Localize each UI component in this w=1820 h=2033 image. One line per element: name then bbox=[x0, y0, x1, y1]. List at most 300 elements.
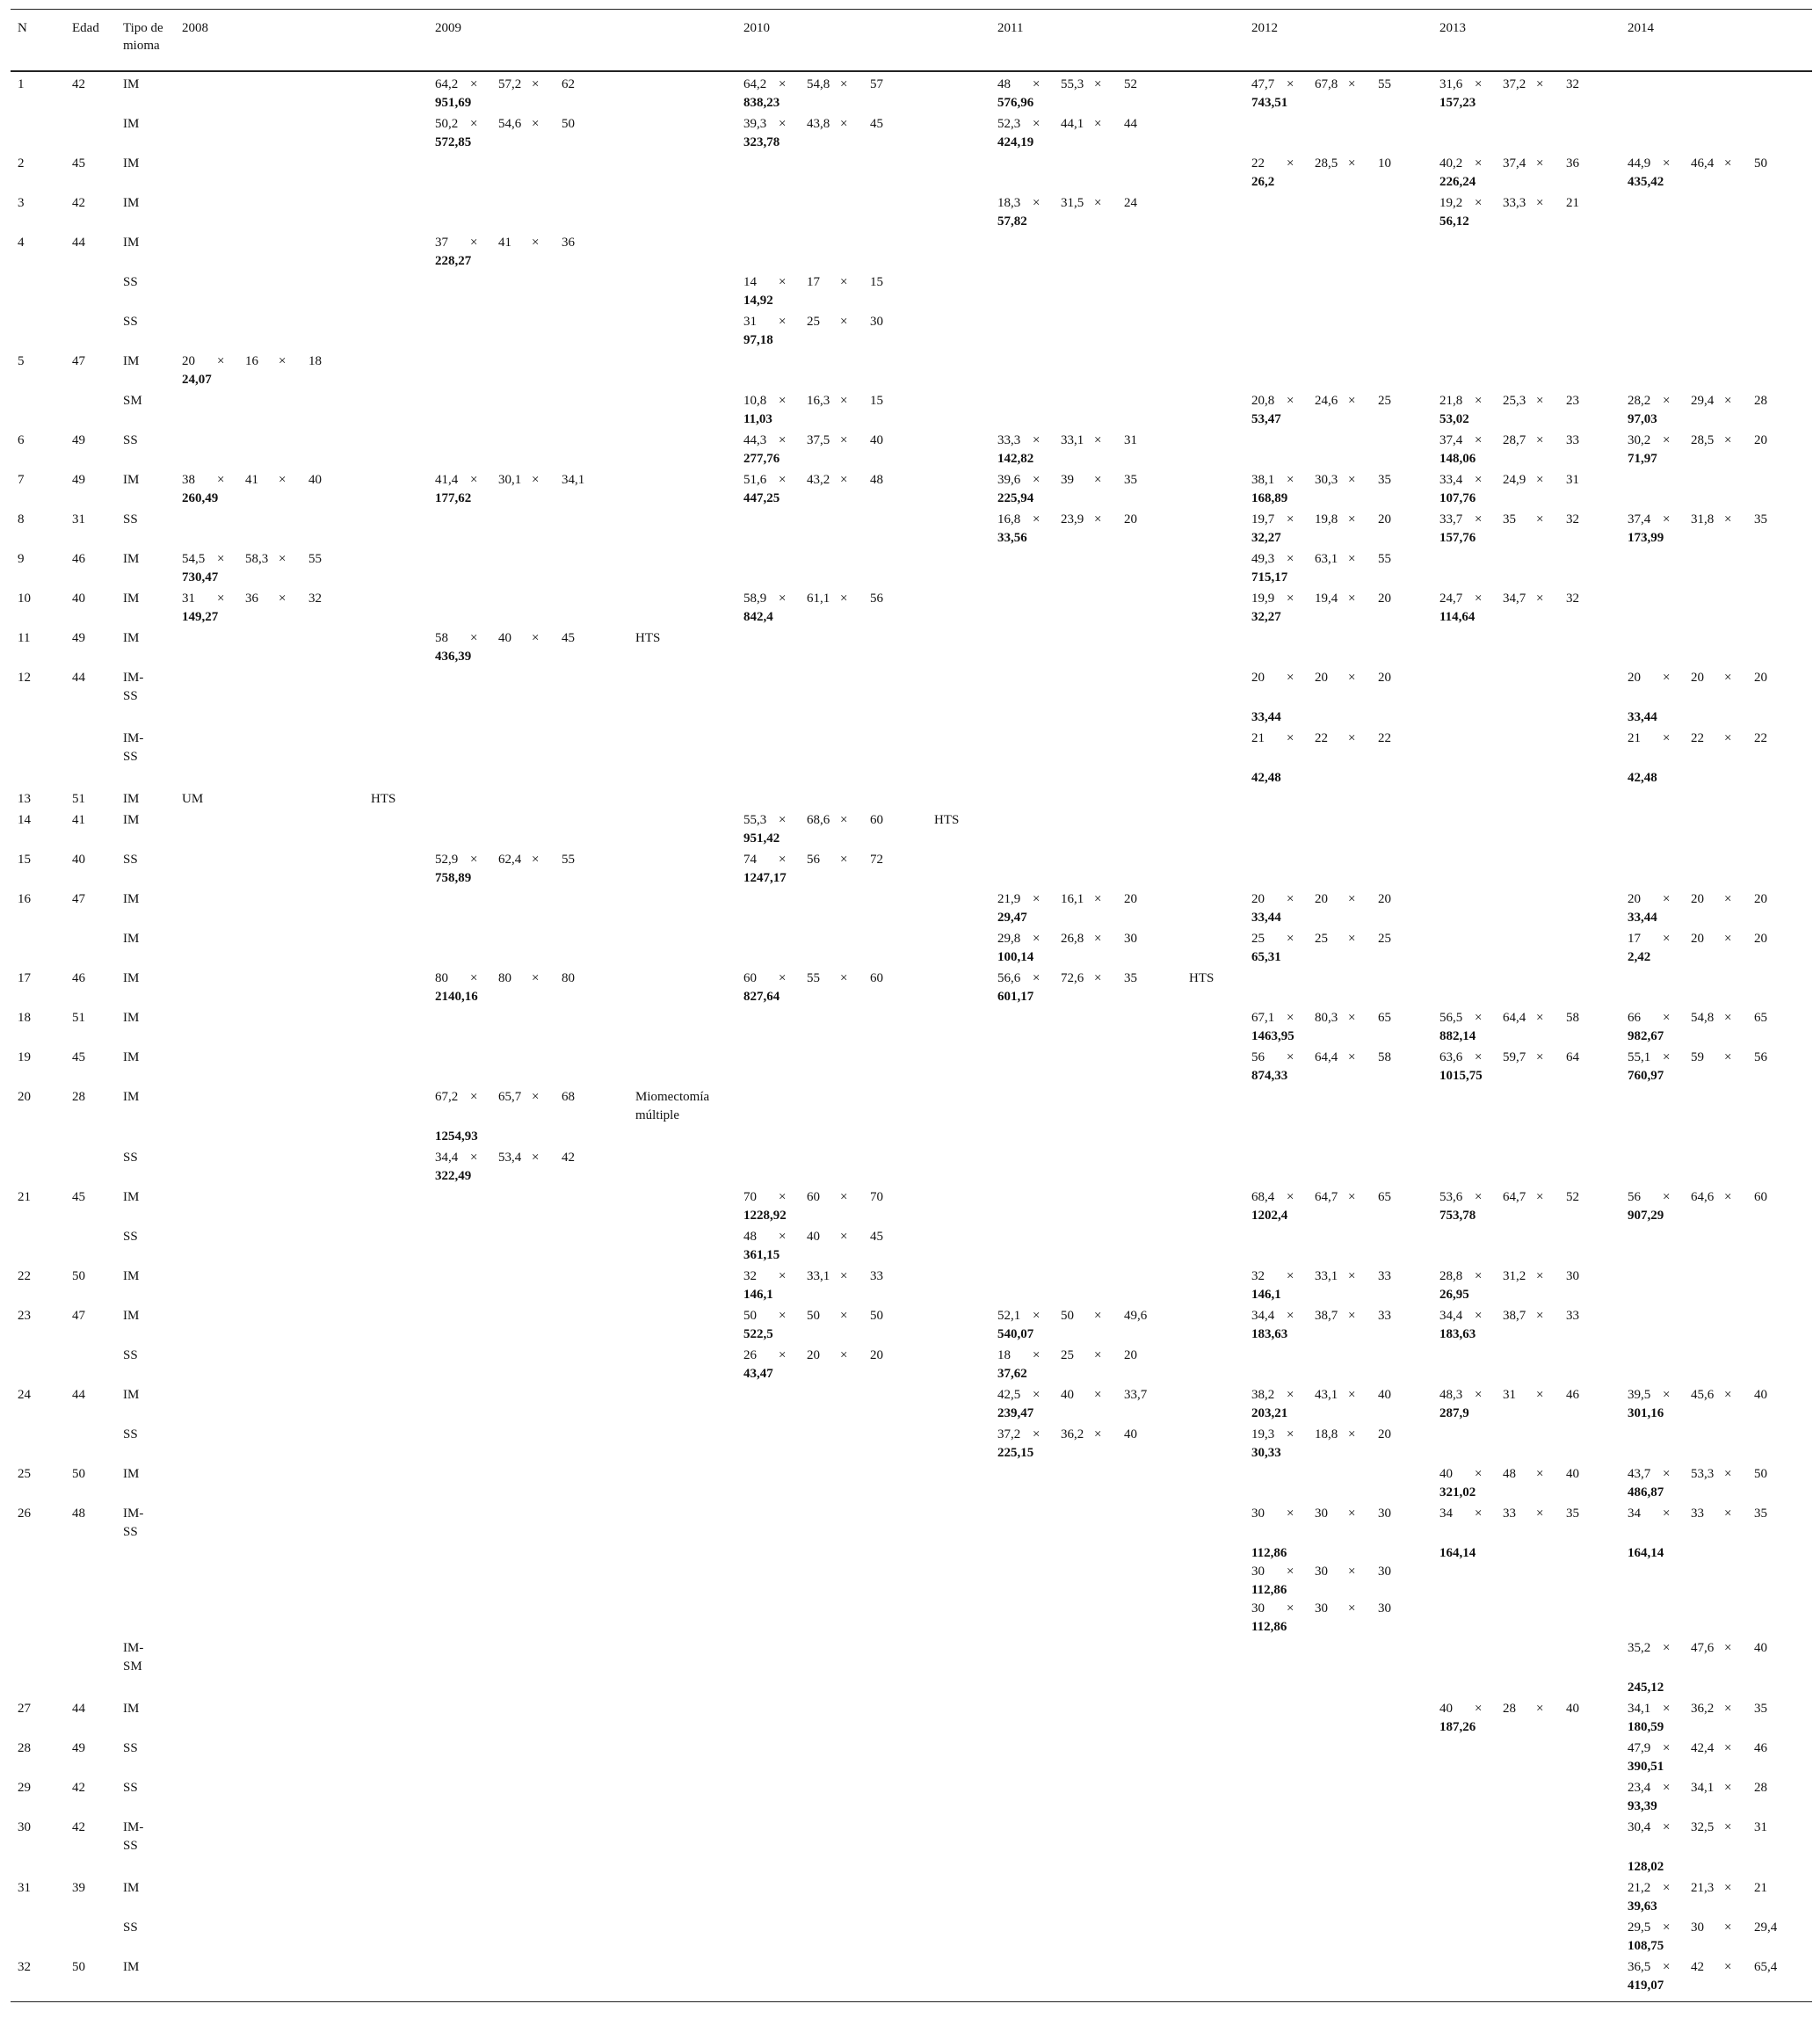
myoma-volume-2014: 982,67 bbox=[1628, 1029, 1664, 1043]
dimension-value: 52,9 bbox=[435, 853, 459, 867]
times-sign: × bbox=[470, 1151, 478, 1165]
times-sign: × bbox=[840, 1309, 848, 1323]
patient-age: 28 bbox=[72, 1090, 85, 1104]
dimension-value: 33,3 bbox=[997, 433, 1021, 447]
dimension-value: 67,1 bbox=[1251, 1011, 1275, 1025]
myoma-volume-2010: 951,42 bbox=[743, 831, 780, 846]
dimension-value: 60 bbox=[743, 971, 757, 985]
dimension-value: 32 bbox=[308, 592, 322, 606]
dimension-value: 50 bbox=[1754, 156, 1767, 171]
dimension-value: 18,3 bbox=[997, 196, 1021, 210]
times-sign: × bbox=[779, 275, 787, 289]
myoma-volume-2012: 26,2 bbox=[1251, 175, 1275, 189]
myoma-volume-2010: 43,47 bbox=[743, 1367, 773, 1381]
myoma-volume-2012: 1202,4 bbox=[1251, 1209, 1288, 1223]
myoma-volume-2009: 2140,16 bbox=[435, 990, 478, 1004]
dimension-value: 31 bbox=[1503, 1388, 1516, 1402]
patient-number: 26 bbox=[18, 1507, 31, 1521]
myoma-type: IM bbox=[123, 1702, 140, 1716]
dimension-value: 45 bbox=[870, 117, 883, 131]
dimension-value: 80 bbox=[562, 971, 575, 985]
myoma-volume-2009: 572,85 bbox=[435, 135, 472, 149]
dimension-value: 41,4 bbox=[435, 473, 459, 487]
myoma-volume-2014: 301,16 bbox=[1628, 1406, 1664, 1420]
times-sign: × bbox=[1033, 512, 1041, 526]
myoma-type: IM bbox=[123, 473, 140, 487]
dimension-value: 41 bbox=[498, 236, 511, 250]
dimension-value: 35 bbox=[1503, 512, 1516, 526]
dimension-value: 37 bbox=[435, 236, 448, 250]
dimension-value: 60 bbox=[807, 1190, 820, 1204]
myoma-volume-2012: 874,33 bbox=[1251, 1069, 1288, 1083]
myoma-volume-2008: 24,07 bbox=[182, 373, 212, 387]
patient-age: 41 bbox=[72, 813, 85, 827]
myoma-volume-2010: 146,1 bbox=[743, 1288, 773, 1302]
dimension-value: 33 bbox=[1503, 1507, 1516, 1521]
times-sign: × bbox=[840, 1348, 848, 1362]
dimension-value: 40 bbox=[1378, 1388, 1391, 1402]
dimension-value: 30 bbox=[1691, 1920, 1704, 1935]
myoma-volume-2014: 486,87 bbox=[1628, 1485, 1664, 1499]
times-sign: × bbox=[532, 853, 540, 867]
dimension-value: 47,6 bbox=[1691, 1641, 1715, 1655]
times-sign: × bbox=[1663, 1641, 1671, 1655]
times-sign: × bbox=[779, 853, 787, 867]
dimension-value: 44,1 bbox=[1061, 117, 1084, 131]
myoma-volume-2013: 287,9 bbox=[1439, 1406, 1469, 1420]
dimension-value: 19,3 bbox=[1251, 1427, 1275, 1441]
dimension-value: 62,4 bbox=[498, 853, 522, 867]
times-sign: × bbox=[1724, 932, 1732, 946]
myoma-volume-2010: 11,03 bbox=[743, 412, 772, 426]
myoma-type: IM bbox=[123, 932, 140, 946]
times-sign: × bbox=[840, 1269, 848, 1283]
dimension-value: 60 bbox=[870, 971, 883, 985]
times-sign: × bbox=[279, 354, 286, 368]
myoma-type: IM bbox=[123, 1309, 140, 1323]
myoma-volume-2008: 730,47 bbox=[182, 570, 219, 584]
dimension-value: 15 bbox=[870, 394, 883, 408]
myoma-type: IM bbox=[123, 892, 140, 906]
dimension-value: 55 bbox=[807, 971, 820, 985]
dimension-value: 28 bbox=[1754, 1781, 1767, 1795]
myoma-volume-2011: 540,07 bbox=[997, 1327, 1034, 1341]
dimension-value: 20 bbox=[1378, 512, 1391, 526]
dimension-value: 44,9 bbox=[1628, 156, 1651, 171]
dimension-value: 80 bbox=[435, 971, 448, 985]
dimension-value: 56 bbox=[870, 592, 883, 606]
dimension-value: 43,1 bbox=[1315, 1388, 1338, 1402]
dimension-value: 64,6 bbox=[1691, 1190, 1715, 1204]
myoma-type: IM bbox=[123, 1090, 140, 1104]
dimension-value: 50 bbox=[1061, 1309, 1074, 1323]
dimension-value: 20 bbox=[1628, 892, 1641, 906]
myoma-volume-2014: 390,51 bbox=[1628, 1760, 1664, 1774]
myoma-type: SS bbox=[123, 1920, 138, 1935]
patient-age: 49 bbox=[72, 473, 85, 487]
myoma-type: SS bbox=[123, 315, 138, 329]
dimension-value: 45 bbox=[562, 631, 575, 645]
myoma-type: SS bbox=[123, 1348, 138, 1362]
myoma-volume-2010: 842,4 bbox=[743, 610, 773, 624]
dimension-value: 40 bbox=[1754, 1388, 1767, 1402]
times-sign: × bbox=[1475, 1011, 1483, 1025]
dimension-value: 56,5 bbox=[1439, 1011, 1463, 1025]
dimension-value: 17 bbox=[1628, 932, 1641, 946]
myoma-type: IM bbox=[123, 196, 140, 210]
dimension-value: 18 bbox=[997, 1348, 1011, 1362]
dimension-value: 24 bbox=[1124, 196, 1137, 210]
times-sign: × bbox=[1287, 1190, 1294, 1204]
dimension-value: 19,9 bbox=[1251, 592, 1275, 606]
times-sign: × bbox=[1475, 1388, 1483, 1402]
table-top-rule bbox=[11, 9, 1812, 10]
myoma-volume-2014: 33,44 bbox=[1628, 911, 1657, 925]
dimension-value: 31 bbox=[1124, 433, 1137, 447]
times-sign: × bbox=[1348, 1565, 1356, 1579]
times-sign: × bbox=[1094, 473, 1102, 487]
dimension-value: 25 bbox=[807, 315, 820, 329]
times-sign: × bbox=[1663, 671, 1671, 685]
myoma-volume-2012: 30,33 bbox=[1251, 1446, 1281, 1460]
times-sign: × bbox=[1033, 932, 1041, 946]
patient-number: 2 bbox=[18, 156, 25, 171]
times-sign: × bbox=[1724, 1050, 1732, 1064]
times-sign: × bbox=[1724, 1741, 1732, 1755]
dimension-value: 65 bbox=[1754, 1011, 1767, 1025]
dimension-value: 42 bbox=[1691, 1960, 1704, 1974]
dimension-value: 57,2 bbox=[498, 77, 522, 91]
myoma-volume-2009: 951,69 bbox=[435, 96, 472, 110]
patient-number: 22 bbox=[18, 1269, 31, 1283]
dimension-value: 47,7 bbox=[1251, 77, 1275, 91]
dimension-value: 19,8 bbox=[1315, 512, 1338, 526]
times-sign: × bbox=[217, 592, 225, 606]
dimension-value: 40 bbox=[1439, 1467, 1453, 1481]
myoma-volume-2012: 53,47 bbox=[1251, 412, 1281, 426]
myoma-type: IM bbox=[123, 1467, 140, 1481]
times-sign: × bbox=[1724, 1641, 1732, 1655]
dimension-value: 25,3 bbox=[1503, 394, 1526, 408]
dimension-value: 55,3 bbox=[743, 813, 767, 827]
times-sign: × bbox=[1033, 473, 1041, 487]
times-sign: × bbox=[1475, 433, 1483, 447]
dimension-value: 24,6 bbox=[1315, 394, 1338, 408]
dimension-value: 32 bbox=[743, 1269, 757, 1283]
times-sign: × bbox=[840, 275, 848, 289]
patient-number: 28 bbox=[18, 1741, 31, 1755]
dimension-value: 50 bbox=[807, 1309, 820, 1323]
myoma-volume-2009: 436,39 bbox=[435, 650, 472, 664]
dimension-value: 22 bbox=[1251, 156, 1265, 171]
patient-number: 10 bbox=[18, 592, 31, 606]
times-sign: × bbox=[217, 552, 225, 566]
dimension-value: 14 bbox=[743, 275, 757, 289]
dimension-value: 70 bbox=[870, 1190, 883, 1204]
myoma-volume-2014: 108,75 bbox=[1628, 1939, 1664, 1953]
dimension-value: 21,9 bbox=[997, 892, 1021, 906]
dimension-value: 30 bbox=[1378, 1601, 1391, 1616]
dimension-value: 50 bbox=[870, 1309, 883, 1323]
times-sign: × bbox=[532, 236, 540, 250]
dimension-value: 34 bbox=[1439, 1507, 1453, 1521]
patient-age: 44 bbox=[72, 1388, 85, 1402]
myoma-volume-2012: 112,86 bbox=[1251, 1546, 1287, 1560]
dimension-value: 48 bbox=[743, 1230, 757, 1244]
patient-number: 16 bbox=[18, 892, 31, 906]
dimension-value: 63,1 bbox=[1315, 552, 1338, 566]
myoma-volume-2009: 177,62 bbox=[435, 491, 472, 505]
dimension-value: 30 bbox=[1315, 1507, 1328, 1521]
dimension-value: 30 bbox=[1378, 1507, 1391, 1521]
dimension-value: 48 bbox=[997, 77, 1011, 91]
dimension-value: 16,8 bbox=[997, 512, 1021, 526]
dimension-value: 21 bbox=[1754, 1881, 1767, 1895]
times-sign: × bbox=[279, 552, 286, 566]
dimension-value: 20 bbox=[1124, 512, 1137, 526]
patient-age: 45 bbox=[72, 156, 85, 171]
myoma-volume-2011: 29,47 bbox=[997, 911, 1027, 925]
dimension-value: 24,9 bbox=[1503, 473, 1526, 487]
myoma-type: IM- SS bbox=[123, 671, 144, 703]
dimension-value: 35 bbox=[1754, 512, 1767, 526]
dimension-value: 40,2 bbox=[1439, 156, 1463, 171]
dimension-value: 67,2 bbox=[435, 1090, 459, 1104]
patient-age: 48 bbox=[72, 1507, 85, 1521]
dimension-value: 32 bbox=[1251, 1269, 1265, 1283]
dimension-value: 25 bbox=[1061, 1348, 1074, 1362]
times-sign: × bbox=[470, 77, 478, 91]
dimension-value: 55 bbox=[308, 552, 322, 566]
dimension-value: 24,7 bbox=[1439, 592, 1463, 606]
times-sign: × bbox=[1663, 1781, 1671, 1795]
myoma-volume-2010: 838,23 bbox=[743, 96, 780, 110]
dimension-value: 49,6 bbox=[1124, 1309, 1148, 1323]
dimension-value: 36 bbox=[1566, 156, 1579, 171]
dimension-value: 29,4 bbox=[1691, 394, 1715, 408]
dimension-value: 39,5 bbox=[1628, 1388, 1651, 1402]
dimension-value: 35 bbox=[1754, 1702, 1767, 1716]
times-sign: × bbox=[840, 394, 848, 408]
times-sign: × bbox=[840, 971, 848, 985]
dimension-value: 65,7 bbox=[498, 1090, 522, 1104]
dimension-value: 45 bbox=[870, 1230, 883, 1244]
dimension-value: 64,4 bbox=[1503, 1011, 1526, 1025]
dimension-value: 54,6 bbox=[498, 117, 522, 131]
dimension-value: 40 bbox=[1124, 1427, 1137, 1441]
patient-age: 44 bbox=[72, 236, 85, 250]
times-sign: × bbox=[779, 1190, 787, 1204]
dimension-value: 43,7 bbox=[1628, 1467, 1651, 1481]
times-sign: × bbox=[1287, 77, 1294, 91]
dimension-value: 34,1 bbox=[1628, 1702, 1651, 1716]
times-sign: × bbox=[1536, 1050, 1544, 1064]
times-sign: × bbox=[779, 315, 787, 329]
times-sign: × bbox=[1663, 156, 1671, 171]
myoma-volume-2013: 1015,75 bbox=[1439, 1069, 1483, 1083]
dimension-value: 48,3 bbox=[1439, 1388, 1463, 1402]
times-sign: × bbox=[779, 971, 787, 985]
dimension-value: 39,6 bbox=[997, 473, 1021, 487]
dimension-value: 42,4 bbox=[1691, 1741, 1715, 1755]
times-sign: × bbox=[1724, 1467, 1732, 1481]
dimension-value: 52,1 bbox=[997, 1309, 1021, 1323]
times-sign: × bbox=[1033, 1427, 1041, 1441]
myoma-volume-2013: 114,64 bbox=[1439, 610, 1476, 624]
times-sign: × bbox=[1348, 1269, 1356, 1283]
dimension-value: 20 bbox=[1378, 892, 1391, 906]
dimension-value: 32 bbox=[1566, 77, 1579, 91]
dimension-value: 65 bbox=[1378, 1190, 1391, 1204]
dimension-value: 31 bbox=[1566, 473, 1579, 487]
dimension-value: 20 bbox=[1124, 1348, 1137, 1362]
myoma-type: IM bbox=[123, 156, 140, 171]
times-sign: × bbox=[532, 1151, 540, 1165]
dimension-value: 15 bbox=[870, 275, 883, 289]
dimension-value: 23 bbox=[1566, 394, 1579, 408]
patient-number: 13 bbox=[18, 792, 31, 806]
times-sign: × bbox=[1663, 1467, 1671, 1481]
dimension-value: 20 bbox=[1378, 671, 1391, 685]
myoma-type: SS bbox=[123, 1741, 138, 1755]
times-sign: × bbox=[532, 77, 540, 91]
dimension-value: 34 bbox=[1628, 1507, 1641, 1521]
patient-number: 20 bbox=[18, 1090, 31, 1104]
column-header-2009: 2009 bbox=[435, 21, 461, 35]
times-sign: × bbox=[1663, 1388, 1671, 1402]
treatment-note: Miomectomía múltiple bbox=[635, 1090, 710, 1122]
dimension-value: 40 bbox=[807, 1230, 820, 1244]
myoma-volume-2014: 164,14 bbox=[1628, 1546, 1664, 1560]
times-sign: × bbox=[1287, 156, 1294, 171]
times-sign: × bbox=[779, 813, 787, 827]
myoma-type: SM bbox=[123, 394, 142, 408]
dimension-value: 20 bbox=[1628, 671, 1641, 685]
times-sign: × bbox=[470, 236, 478, 250]
myoma-volume-2014: 33,44 bbox=[1628, 710, 1657, 724]
times-sign: × bbox=[1536, 1011, 1544, 1025]
times-sign: × bbox=[1094, 433, 1102, 447]
dimension-value: 74 bbox=[743, 853, 757, 867]
dimension-value: 68,4 bbox=[1251, 1190, 1275, 1204]
dimension-value: 30 bbox=[1124, 932, 1137, 946]
times-sign: × bbox=[217, 354, 225, 368]
times-sign: × bbox=[470, 631, 478, 645]
times-sign: × bbox=[1663, 1190, 1671, 1204]
myoma-volume-2012-extra: 112,86 bbox=[1251, 1620, 1287, 1634]
times-sign: × bbox=[1033, 196, 1041, 210]
times-sign: × bbox=[779, 77, 787, 91]
dimension-value: 36,5 bbox=[1628, 1960, 1651, 1974]
times-sign: × bbox=[1724, 1920, 1732, 1935]
times-sign: × bbox=[1348, 1011, 1356, 1025]
dimension-value: 35 bbox=[1378, 473, 1391, 487]
times-sign: × bbox=[1724, 892, 1732, 906]
times-sign: × bbox=[1287, 1507, 1294, 1521]
patient-age: 44 bbox=[72, 671, 85, 685]
times-sign: × bbox=[1663, 1011, 1671, 1025]
cell-text: UM bbox=[182, 792, 204, 806]
times-sign: × bbox=[779, 592, 787, 606]
dimension-value: 31,6 bbox=[1439, 77, 1463, 91]
times-sign: × bbox=[1348, 671, 1356, 685]
dimension-value: 48 bbox=[1503, 1467, 1516, 1481]
dimension-value: 65,4 bbox=[1754, 1960, 1778, 1974]
dimension-value: 22 bbox=[1378, 731, 1391, 745]
myoma-volume-2014: 760,97 bbox=[1628, 1069, 1664, 1083]
myoma-volume-2014: 97,03 bbox=[1628, 412, 1657, 426]
treatment-note: HTS bbox=[371, 792, 396, 806]
myoma-volume-2013: 56,12 bbox=[1439, 214, 1469, 229]
times-sign: × bbox=[1348, 1190, 1356, 1204]
times-sign: × bbox=[779, 1348, 787, 1362]
myoma-volume-2012: 33,44 bbox=[1251, 710, 1281, 724]
myoma-volume-2011: 225,15 bbox=[997, 1446, 1034, 1460]
myoma-volume-2013: 187,26 bbox=[1439, 1720, 1476, 1734]
times-sign: × bbox=[1536, 1190, 1544, 1204]
dimension-value: 35 bbox=[1566, 1507, 1579, 1521]
dimension-value: 33,7 bbox=[1124, 1388, 1148, 1402]
dimension-value: 38,2 bbox=[1251, 1388, 1275, 1402]
patient-number: 19 bbox=[18, 1050, 31, 1064]
dimension-value: 20 bbox=[182, 354, 195, 368]
dimension-value: 58 bbox=[435, 631, 448, 645]
myoma-type: IM- SS bbox=[123, 1507, 144, 1539]
dimension-value: 28 bbox=[1754, 394, 1767, 408]
patient-age: 42 bbox=[72, 77, 85, 91]
times-sign: × bbox=[1287, 473, 1294, 487]
dimension-value: 43,8 bbox=[807, 117, 830, 131]
patient-age: 50 bbox=[72, 1269, 85, 1283]
dimension-value: 40 bbox=[1439, 1702, 1453, 1716]
times-sign: × bbox=[1475, 592, 1483, 606]
dimension-value: 29,5 bbox=[1628, 1920, 1651, 1935]
dimension-value: 40 bbox=[308, 473, 322, 487]
myoma-type: SS bbox=[123, 275, 138, 289]
dimension-value: 39,3 bbox=[743, 117, 767, 131]
dimension-value: 36,2 bbox=[1061, 1427, 1084, 1441]
times-sign: × bbox=[1536, 1702, 1544, 1716]
dimension-value: 55 bbox=[562, 853, 575, 867]
times-sign: × bbox=[1536, 1269, 1544, 1283]
patient-number: 18 bbox=[18, 1011, 31, 1025]
myoma-volume-2010: 323,78 bbox=[743, 135, 780, 149]
dimension-value: 64,7 bbox=[1503, 1190, 1526, 1204]
header-rule bbox=[11, 70, 1812, 72]
dimension-value: 21 bbox=[1251, 731, 1265, 745]
times-sign: × bbox=[1348, 512, 1356, 526]
times-sign: × bbox=[1663, 1050, 1671, 1064]
times-sign: × bbox=[840, 1230, 848, 1244]
dimension-value: 26 bbox=[743, 1348, 757, 1362]
dimension-value: 72,6 bbox=[1061, 971, 1084, 985]
dimension-value: 61,1 bbox=[807, 592, 830, 606]
dimension-value: 22 bbox=[1691, 731, 1704, 745]
times-sign: × bbox=[1033, 117, 1041, 131]
dimension-value: 44 bbox=[1124, 117, 1137, 131]
dimension-value: 33,1 bbox=[1315, 1269, 1338, 1283]
dimension-value: 19,7 bbox=[1251, 512, 1275, 526]
times-sign: × bbox=[840, 1190, 848, 1204]
column-header-2010: 2010 bbox=[743, 21, 770, 35]
myoma-volume-2013: 157,76 bbox=[1439, 531, 1476, 545]
dimension-value: 20 bbox=[870, 1348, 883, 1362]
dimension-value: 28,5 bbox=[1691, 433, 1715, 447]
patient-age: 50 bbox=[72, 1467, 85, 1481]
dimension-value: 26,8 bbox=[1061, 932, 1084, 946]
dimension-value: 67,8 bbox=[1315, 77, 1338, 91]
myoma-volume-2012: 203,21 bbox=[1251, 1406, 1288, 1420]
